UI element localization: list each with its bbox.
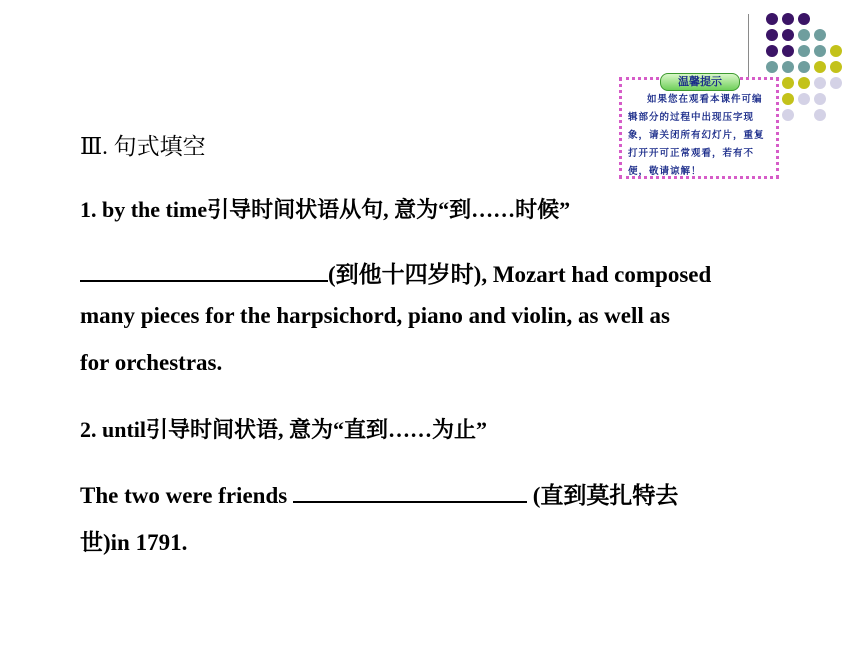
decorative-dot	[798, 93, 810, 105]
item2-line1-post: (直到莫扎特去	[526, 483, 679, 508]
answer-blank-1[interactable]	[80, 262, 328, 282]
item1-line3: for orchestras.	[80, 350, 223, 375]
decorative-dot	[798, 61, 810, 73]
section-title: Ⅲ. 句式填空	[80, 134, 206, 159]
decorative-dot	[782, 61, 794, 73]
decorative-dot	[782, 29, 794, 41]
item2-line2: 世)in 1791.	[80, 530, 188, 555]
item1-line1	[80, 256, 711, 289]
reminder-text: 如果您在观看本课件可编辑部分的过程中出现压字现象，请关闭所有幻灯片，重复打开开可正常观看，若有不便，敬请谅解！	[628, 94, 765, 177]
reminder-title: 温馨提示	[660, 73, 740, 91]
decorative-dot	[814, 93, 826, 105]
decorative-dot	[814, 45, 826, 57]
decorative-dot	[766, 61, 778, 73]
item1-line2: many pieces for the harpsichord, piano and violin, as well as	[80, 303, 670, 328]
item2-line1-pre: The two were friends	[80, 483, 293, 508]
decorative-dot	[814, 61, 826, 73]
decorative-dot	[798, 45, 810, 57]
item1-heading: 1. by the time引导时间状语从句, 意为“到……时候”	[80, 197, 571, 222]
decorative-dot	[798, 29, 810, 41]
decorative-dot	[782, 13, 794, 25]
decorative-dot	[782, 45, 794, 57]
reminder-box	[619, 77, 779, 179]
decorative-dot	[782, 77, 794, 89]
item2-line1	[80, 477, 678, 510]
decorative-dot	[766, 29, 778, 41]
decorative-dot	[830, 61, 842, 73]
decorative-dot	[830, 45, 842, 57]
decorative-dot	[782, 109, 794, 121]
decorative-dot	[830, 77, 842, 89]
decorative-dot	[798, 77, 810, 89]
decorative-dot	[814, 77, 826, 89]
decorative-dot	[766, 45, 778, 57]
decorative-dot	[766, 13, 778, 25]
decorative-dot	[814, 109, 826, 121]
decorative-dot	[798, 13, 810, 25]
item1-line1-text: (到他十四岁时), Mozart had composed	[328, 262, 712, 287]
decorative-dot	[782, 93, 794, 105]
answer-blank-2[interactable]	[293, 483, 527, 503]
item2-heading: 2. until引导时间状语, 意为“直到……为止”	[80, 417, 488, 442]
decorative-dot	[814, 29, 826, 41]
